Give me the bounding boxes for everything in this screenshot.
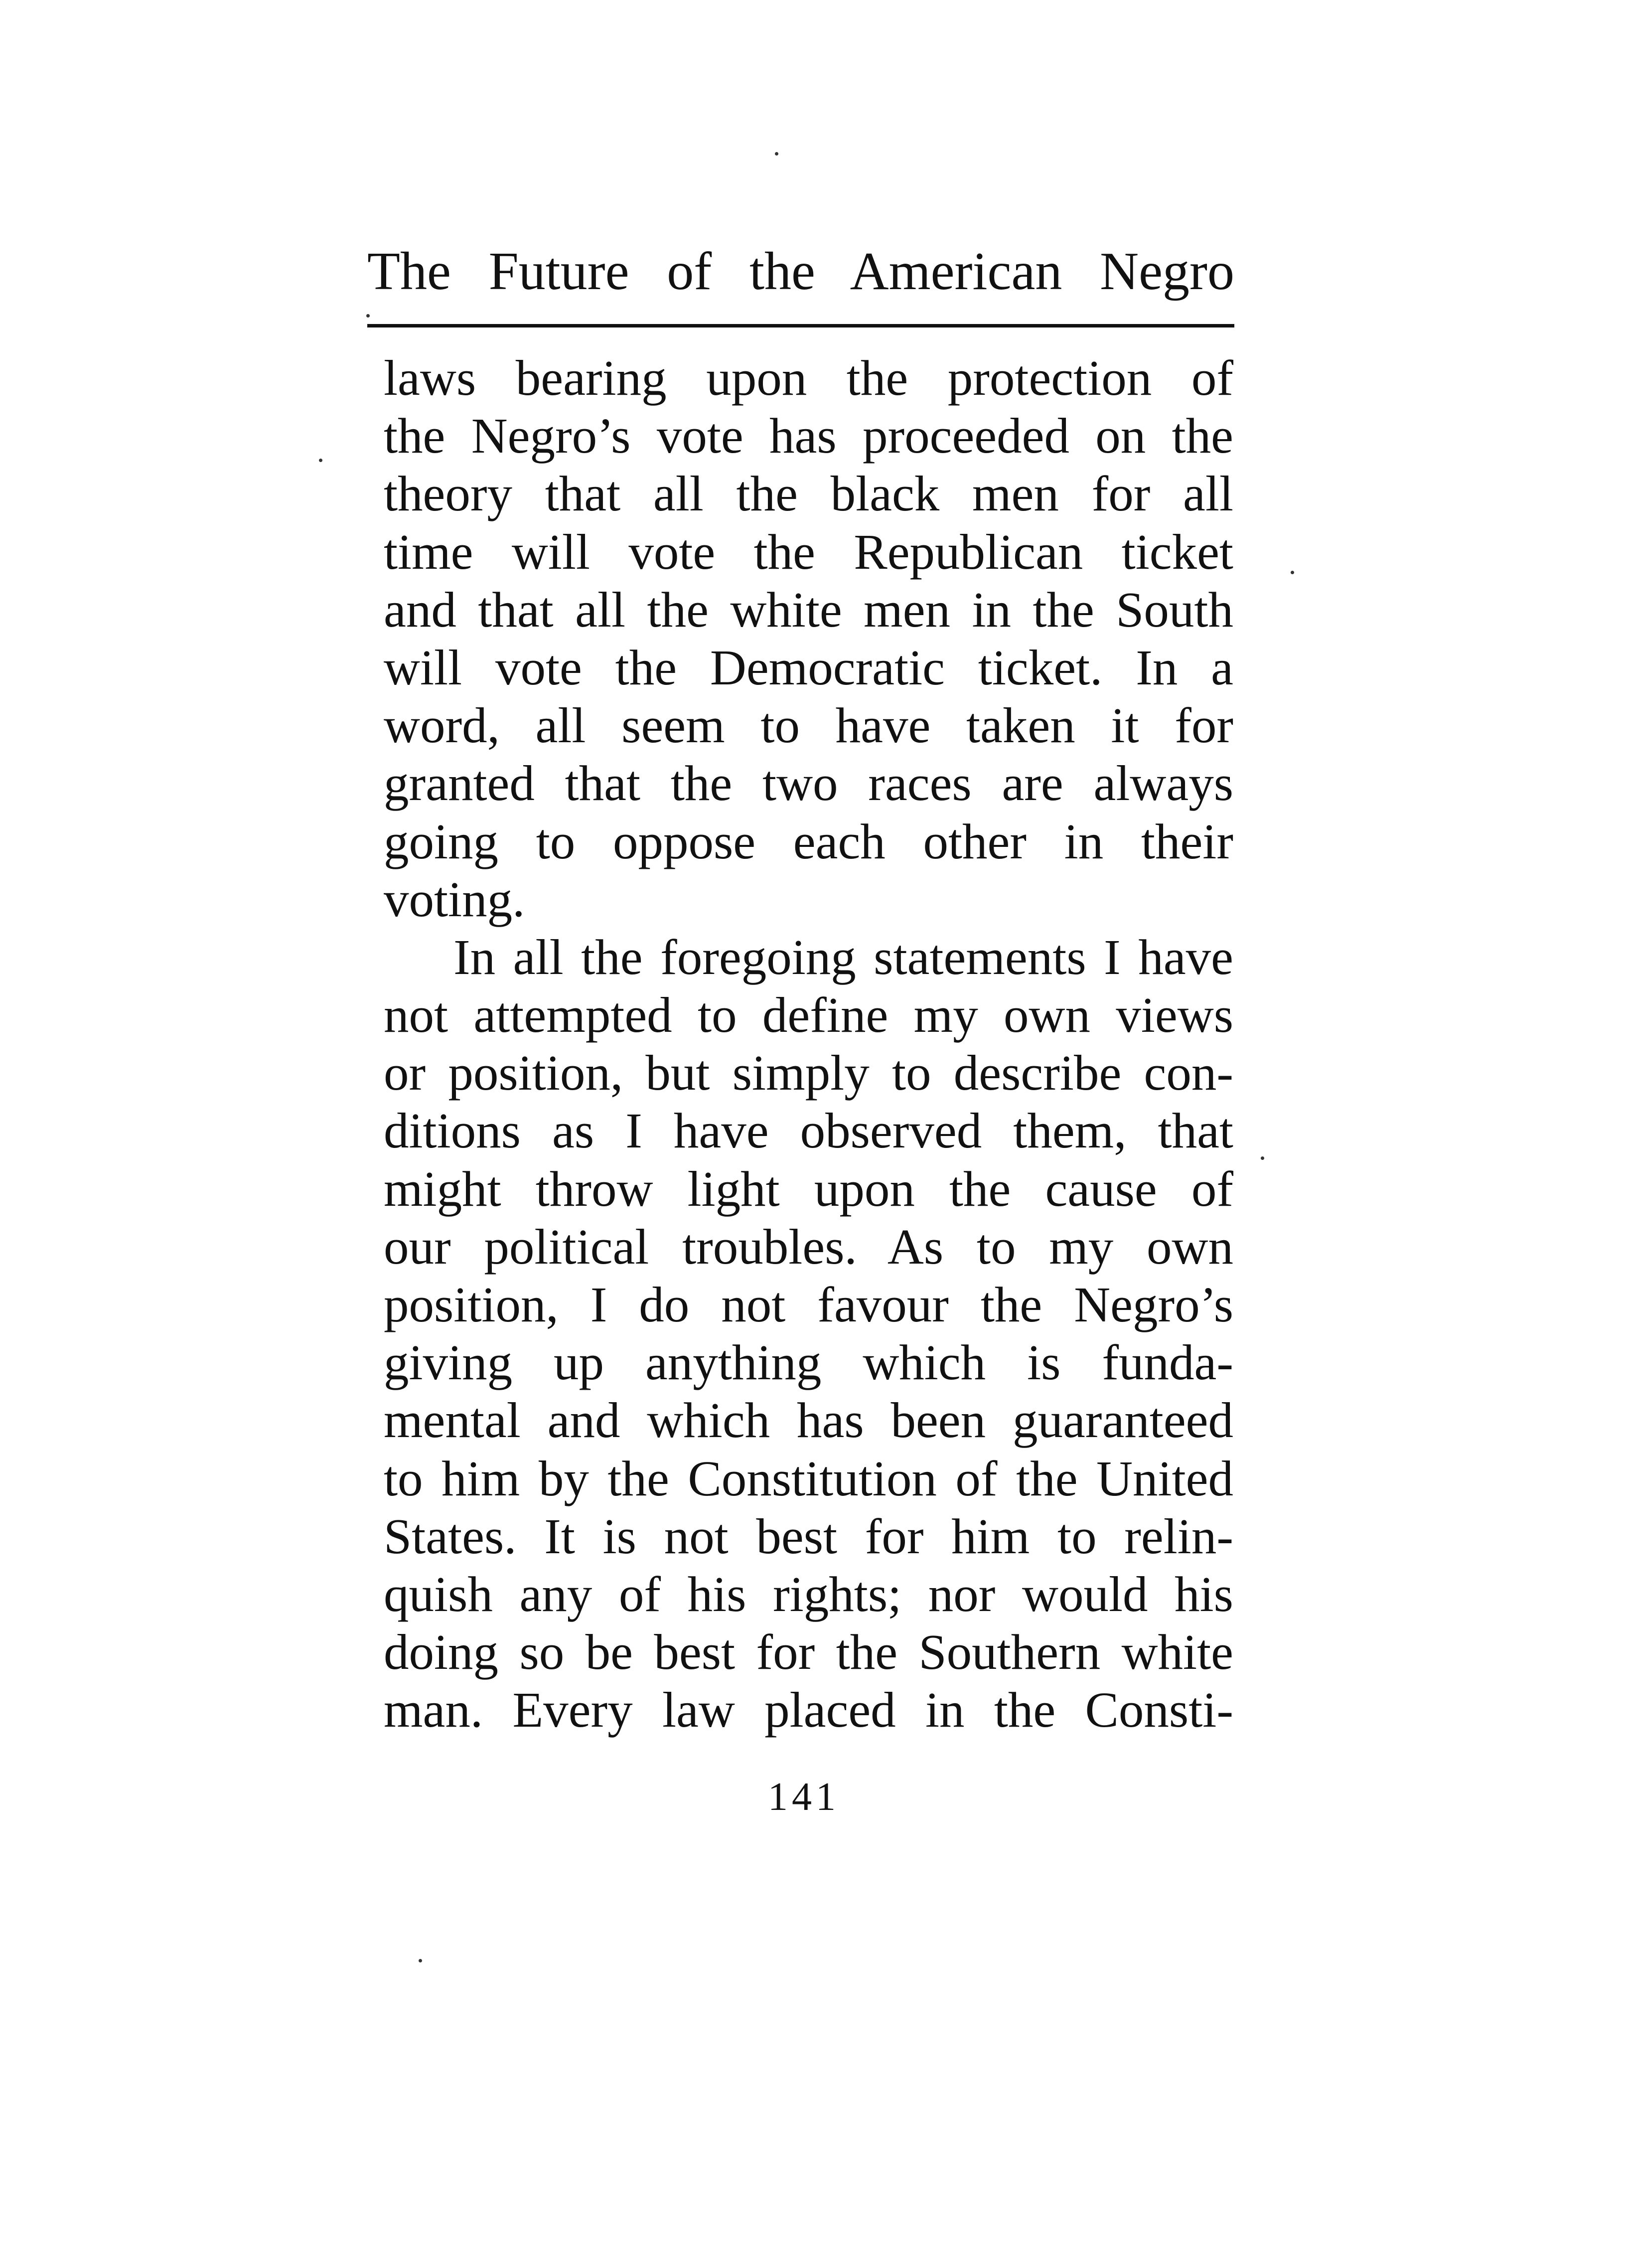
text-line: mental and which has been guaranteed xyxy=(384,1392,1233,1449)
text-line: the Negro’s vote has proceeded on the xyxy=(384,408,1233,464)
text-line: time will vote the Republican ticket xyxy=(384,523,1233,580)
text-line: and that all the white men in the South xyxy=(384,581,1233,638)
header-rule xyxy=(367,324,1234,327)
text-line: giving up anything which is funda- xyxy=(384,1334,1233,1391)
text-line: doing so be best for the Southern white xyxy=(384,1624,1233,1680)
text-line: ditions as I have observed them, that xyxy=(384,1103,1233,1159)
body-text xyxy=(384,349,1233,1739)
text-line: going to oppose each other in their xyxy=(384,813,1233,869)
print-speck xyxy=(366,314,370,318)
text-line: not attempted to define my own views xyxy=(384,987,1233,1043)
text-line: might throw light upon the cause of xyxy=(384,1160,1233,1217)
print-speck xyxy=(1291,571,1294,574)
print-speck xyxy=(1261,1156,1264,1160)
page-number: 141 xyxy=(768,1775,840,1819)
text-line: word, all seem to have taken it for xyxy=(384,697,1233,754)
text-line: will vote the Democratic ticket. In a xyxy=(384,639,1233,695)
text-line: or position, but simply to describe con- xyxy=(384,1045,1233,1101)
text-line: granted that the two races are always xyxy=(384,755,1233,811)
print-speck xyxy=(319,459,322,462)
text-line: man. Every law placed in the Consti- xyxy=(384,1682,1233,1738)
print-speck xyxy=(419,1959,422,1962)
running-head-title: The Future of the American Negro xyxy=(367,242,1234,301)
text-line: to him by the Constitution of the United xyxy=(384,1450,1233,1506)
text-line: laws bearing upon the protection of xyxy=(384,350,1233,406)
text-line: quish any of his rights; nor would his xyxy=(384,1566,1233,1622)
text-line: our political troubles. As to my own xyxy=(384,1218,1233,1275)
text-line: In all the foregoing statements I have xyxy=(453,929,1233,985)
text-line: States. It is not best for him to relin- xyxy=(384,1508,1233,1564)
text-line: position, I do not favour the Negro’s xyxy=(384,1277,1233,1332)
text-line: voting. xyxy=(384,871,525,927)
text-line: theory that all the black men for all xyxy=(384,466,1233,522)
print-speck xyxy=(775,152,778,156)
